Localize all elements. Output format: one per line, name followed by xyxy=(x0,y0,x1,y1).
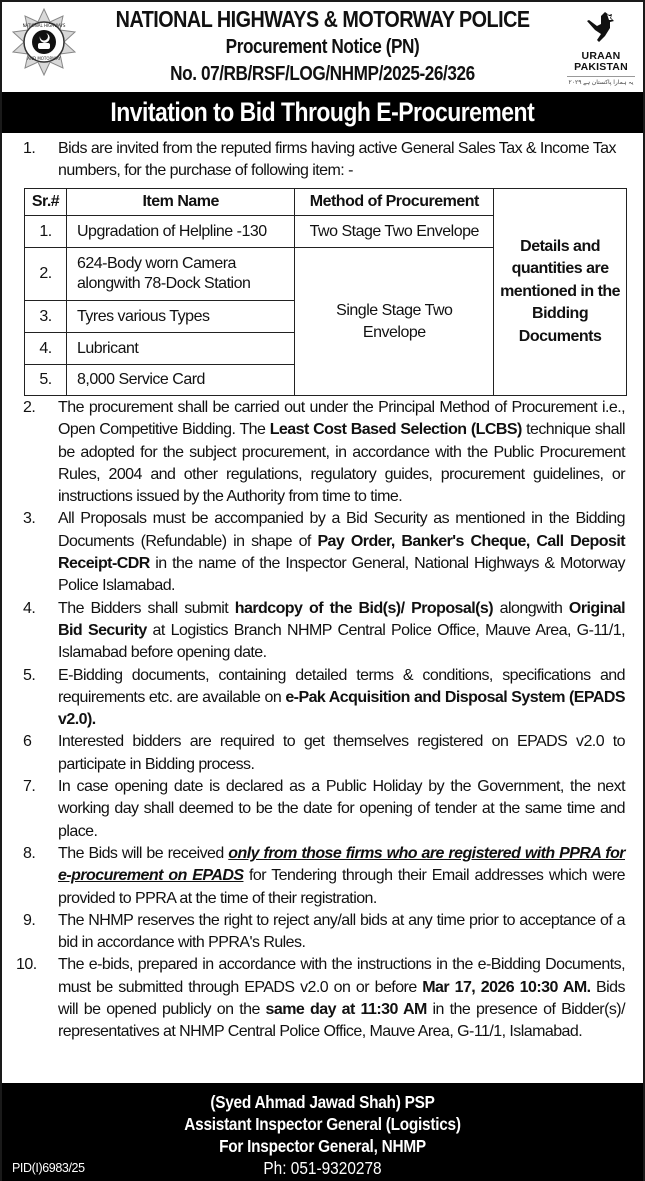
row-method: Two Stage Two Envelope xyxy=(295,216,494,248)
paragraph-number: 5. xyxy=(23,666,36,684)
row-item: Lubricant xyxy=(66,333,294,365)
lcbs-emphasis: Least Cost Based Selection (LCBS) xyxy=(269,421,522,439)
row-sr: 3. xyxy=(25,301,67,333)
paragraph-text: The e-bids, prepared in accordance with the instructions in the e-Bidding Documents, must be submitted through EPADS v2.0 on or before xyxy=(58,956,625,996)
paragraph-number: 1. xyxy=(23,140,36,157)
details-note: Details and quantities are mentioned in the Bidding Documents xyxy=(494,189,627,396)
paragraph-number: 4. xyxy=(23,599,36,617)
paragraph-text: for Tendering through their Email addresses which were provided to PPRA at the time of their registration. xyxy=(58,867,625,907)
epads-emphasis: e-Pak Acquisition and Disposal System (EPADS v2.0). xyxy=(58,688,625,729)
paragraph-7 xyxy=(2,776,643,843)
row-item: 8,000 Service Card xyxy=(66,365,294,396)
paragraph-text: The Bidders shall submit xyxy=(58,599,235,617)
signatory-designation: Assistant Inspector General (Logistics) xyxy=(184,1114,461,1134)
paragraph-text: The NHMP reserves the right to reject any/all bids at any time prior to acceptance of a bid in accordance with PPRA's Rules. xyxy=(58,911,625,952)
ppra-registration-emphasis: only from those firms who are registered with PPRA for e-procurement on EPADS xyxy=(58,844,625,885)
paragraph-text: All Proposals must be accompanied by a Bid Security as mentioned in the Bidding Documents (Refundable) in shape of xyxy=(58,510,625,550)
paragraph-6 xyxy=(2,731,643,776)
uraan-pakistan-logo xyxy=(567,10,635,90)
paragraph-text: in the presence of Bidder(s)/ representatives at NHMP Central Police Office, Mauve Area, G-11/1, Islamabad. xyxy=(58,1001,625,1041)
paragraph-text: Interested bidders are required to get themselves registered on EPADS v2.0 to participate in Bidding process. xyxy=(58,733,625,773)
header-text xyxy=(82,4,563,88)
paragraph-4 xyxy=(2,598,643,665)
paragraph-2 xyxy=(2,397,643,508)
terms-list xyxy=(2,397,643,1044)
paragraph-text: The procurement shall be carried out under the Principal Method of Procurement i.e., Open Competitive Bidding. The xyxy=(58,399,625,439)
paragraph-text: alongwith xyxy=(493,599,569,617)
notice-header xyxy=(2,2,643,91)
contact-phone: Ph: 051-9320278 xyxy=(263,1158,382,1178)
signature-footer xyxy=(2,1083,643,1181)
header-method: Method of Procurement xyxy=(295,189,494,216)
hardcopy-emphasis: hardcopy of the Bid(s)/ Proposal(s) xyxy=(234,599,494,617)
paragraph-number: 2. xyxy=(23,399,36,416)
paragraph-number: 10. xyxy=(16,956,37,974)
row-item: Tyres various Types xyxy=(66,301,294,333)
uraan-tagline: ۲۰۲۹ یہ ہمارا پاکستان ہے xyxy=(567,76,635,86)
paragraph-number: 8. xyxy=(23,844,36,862)
row-sr: 5. xyxy=(25,365,67,396)
row-item: Upgradation of Helpline -130 xyxy=(66,216,294,248)
bid-security-instruments: Pay Order, Banker's Cheque, Call Deposit Receipt-CDR xyxy=(58,532,625,573)
paragraph-text: at Logistics Branch NHMP Central Police Office, Mauve Area, G-11/1, Islamabad before opening date. xyxy=(58,621,625,662)
row-sr: 1. xyxy=(25,216,67,248)
paragraph-text: In case opening date is declared as a Public Holiday by the Government, the next working day shall deemed to be the date for opening of tender at the same time and place. xyxy=(58,778,625,840)
paragraph-number: 3. xyxy=(23,510,36,528)
paragraph-text: The Bids will be received xyxy=(58,844,229,862)
invitation-title: Invitation to Bid Through E-Procurement xyxy=(110,97,535,127)
opening-time: same day at 11:30 AM xyxy=(265,1001,427,1019)
row-sr: 2. xyxy=(25,248,67,301)
paragraph-5 xyxy=(2,665,643,732)
paragraph-10 xyxy=(2,954,643,1043)
paragraph-8 xyxy=(2,843,643,910)
paragraph-text: Bids are invited from the reputed firms having active General Sales Tax & Income Tax numbers, for the purchase of following item: - xyxy=(58,140,616,180)
header-item-name: Item Name xyxy=(66,189,294,216)
original-bid-security-emphasis: Original Bid Security xyxy=(58,599,625,639)
signatory-name: (Syed Ahmad Jawad Shah) PSP xyxy=(210,1092,435,1112)
table-header-row xyxy=(25,189,627,216)
items-table xyxy=(24,188,627,395)
paragraph-number: 6 xyxy=(23,733,32,751)
svg-text:NATIONAL HIGHWAYS: NATIONAL HIGHWAYS xyxy=(22,23,66,28)
paragraph-text: E-Bidding documents, containing detailed terms & conditions, specifications and requirements etc. are available on xyxy=(58,666,625,706)
uraan-word: URAAN xyxy=(581,50,621,62)
organization-name: NATIONAL HIGHWAYS & MOTORWAY POLICE xyxy=(115,6,530,32)
header-sr: Sr.# xyxy=(25,189,67,216)
row-item: 624-Body worn Camera alongwith 78-Dock Station xyxy=(66,248,294,301)
paragraph-text: technique shall be adopted for the subject procurement, in accordance with the Public Procurement Rules, 2004 and other regulations, regulatory guides, procurement guidelines, or instructions issued by the Authority from time to time. xyxy=(58,421,625,506)
svg-text:AND MOTORWAY: AND MOTORWAY xyxy=(27,56,61,61)
paragraph-text: in the name of the Inspector General, National Highways & Motorway Police Islamabad. xyxy=(58,555,625,595)
paragraph-9 xyxy=(2,910,643,955)
submission-deadline: Mar 17, 2026 10:30 AM. xyxy=(422,978,591,996)
on-behalf-of: For Inspector General, NHMP xyxy=(219,1136,426,1156)
row-method-merged: Single Stage Two Envelope xyxy=(295,248,494,396)
row-sr: 4. xyxy=(25,333,67,365)
paragraph-number: 7. xyxy=(23,778,36,796)
notice-title: Procurement Notice (PN) xyxy=(225,36,420,58)
nhmp-badge-icon xyxy=(10,8,78,76)
eagle-icon xyxy=(583,10,619,46)
title-band xyxy=(2,92,643,133)
paragraph-1 xyxy=(2,138,643,183)
paragraph-3 xyxy=(2,508,643,597)
paragraph-number: 9. xyxy=(23,911,36,929)
pakistan-word: PAKISTAN xyxy=(574,61,628,73)
paragraph-text: Bids will be opened publicly on the xyxy=(58,978,625,1019)
pid-number: PID(I)6983/25 xyxy=(12,1161,85,1175)
notice-number: No. 07/RB/RSF/LOG/NHMP/2025-26/326 xyxy=(170,63,475,85)
